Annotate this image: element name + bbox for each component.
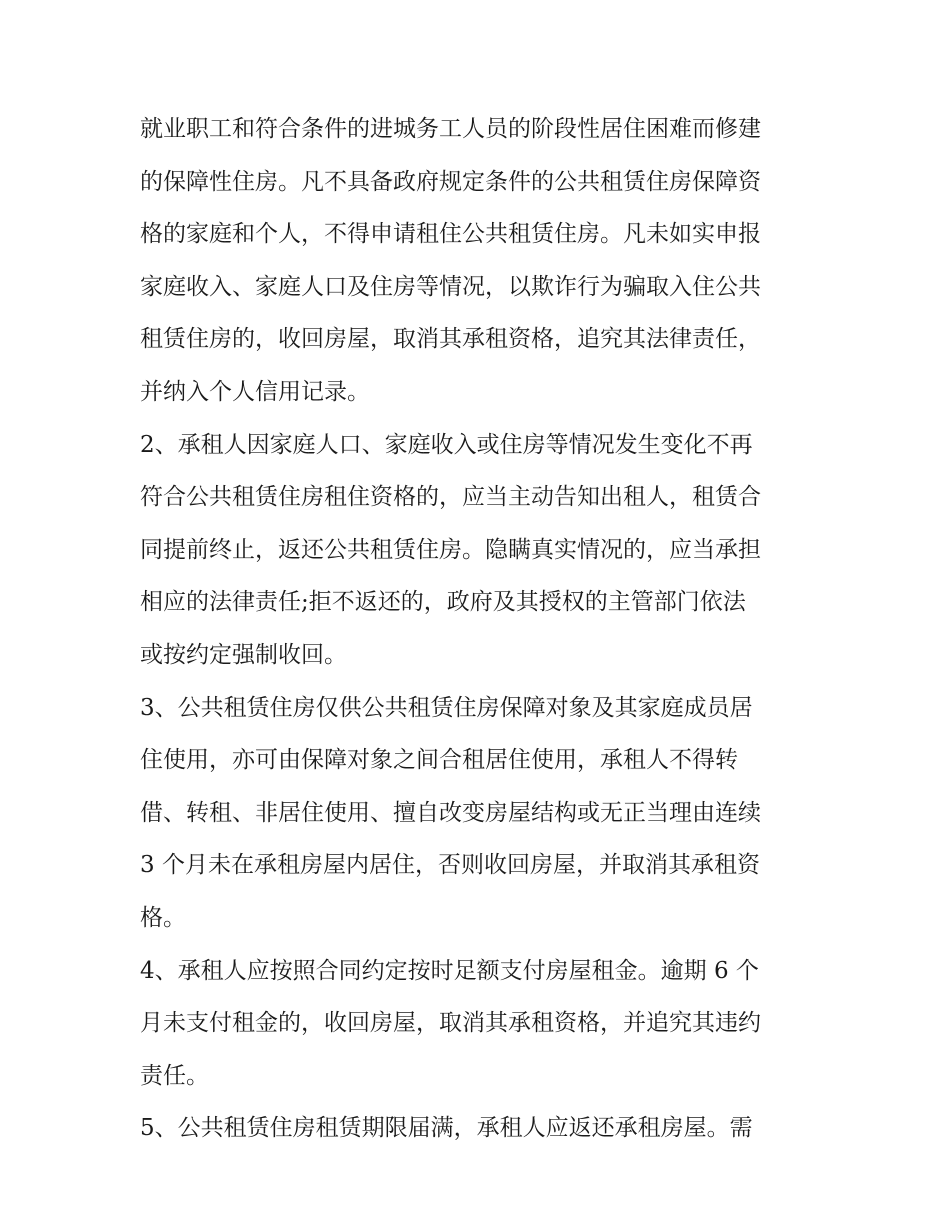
text-line: 月未支付租金的，收回房屋，取消其承租资格，并追究其违约 [140,1010,761,1037]
text-line: 格。 [140,904,186,931]
text-line: 或按约定强制收回。 [140,641,347,668]
text-line: 责任。 [140,1062,209,1089]
text-line: 租赁住房的，收回房屋，取消其承租资格，追究其法律责任， [140,326,761,353]
text-line: 并纳入个人信用记录。 [140,378,370,405]
text-line: 5、公共租赁住房租赁期限届满，承租人应返还承租房屋。需 [140,1115,753,1142]
text-line: 2、承租人因家庭人口、家庭收入或住房等情况发生变化不再 [140,431,753,458]
text-line: 借、转租、非居住使用、擅自改变房屋结构或无正当理由连续 [140,799,761,826]
text-line: 格的家庭和个人，不得申请租住公共租赁住房。凡未如实申报 [140,221,761,248]
text-line: 同提前终止，返还公共租赁住房。隐瞒真实情况的，应当承担 [140,536,761,563]
text-line: 就业职工和符合条件的进城务工人员的阶段性居住困难而修建 [140,116,761,142]
text-line: 3 个月未在承租房屋内居住，否则收回房屋，并取消其承租资 [140,852,760,879]
text-line: 的保障性住房。凡不具备政府规定条件的公共租赁住房保障资 [140,168,761,195]
text-line: 3、公共租赁住房仅供公共租赁住房保障对象及其家庭成员居 [140,694,753,721]
text-line: 4、承租人应按照合同约定按时足额支付房屋租金。逾期 6 个 [140,957,759,984]
text-line: 住使用，亦可由保障对象之间合租居住使用，承租人不得转 [140,747,738,774]
text-line: 家庭收入、家庭人口及住房等情况，以欺诈行为骗取入住公共 [140,273,761,300]
text-line: 相应的法律责任;拒不返还的，政府及其授权的主管部门依法 [140,589,746,616]
document-body [140,103,820,1155]
text-line: 符合公共租赁住房租住资格的，应当主动告知出租人，租赁合 [140,484,761,511]
